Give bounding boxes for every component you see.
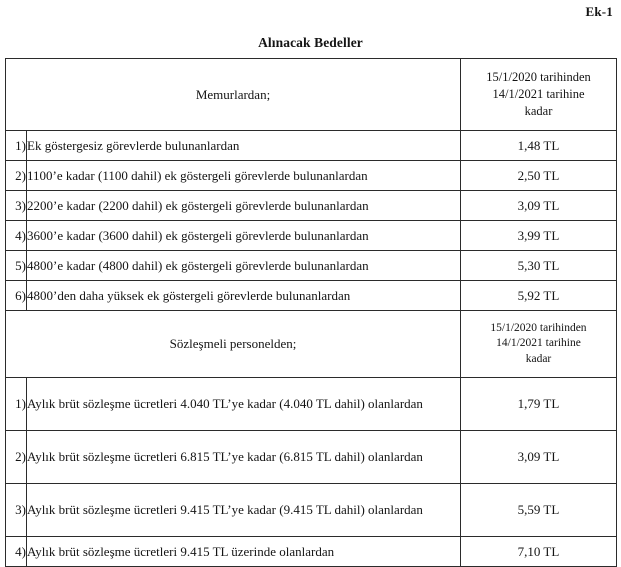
table-row <box>6 251 617 281</box>
row-number: 2) <box>6 431 27 484</box>
document-reference-label: Ek-1 <box>585 4 613 19</box>
date-header-line-3: kadar <box>525 352 552 365</box>
row-value: 1,48 TL <box>461 131 617 161</box>
row-description: 4800’den daha yüksek ek göstergeli görevlerde bulunanlardan <box>27 281 461 311</box>
row-description: Aylık brüt sözleşme ücretleri 6.815 TL’ye kadar (6.815 TL dahil) olanlardan <box>27 431 461 484</box>
table-row <box>6 161 617 191</box>
row-description: 1100’e kadar (1100 dahil) ek göstergeli görevlerde bulunanlardan <box>27 161 461 191</box>
page-title: Alınacak Bedeller <box>258 35 363 50</box>
row-number: 1) <box>6 131 27 161</box>
row-description: Aylık brüt sözleşme ücretleri 9.415 TL’ye kadar (9.415 TL dahil) olanlardan <box>27 484 461 537</box>
section-header-row-contracted <box>6 311 617 378</box>
row-value: 5,30 TL <box>461 251 617 281</box>
date-header-line-2: 14/1/2021 tarihine <box>492 87 585 102</box>
date-header-line-2: 14/1/2021 tarihine <box>496 337 581 350</box>
row-value: 3,99 TL <box>461 221 617 251</box>
row-number: 4) <box>6 221 27 251</box>
row-value: 7,10 TL <box>461 537 617 567</box>
table-row <box>6 484 617 537</box>
row-description: Aylık brüt sözleşme ücretleri 9.415 TL üzerinde olanlardan <box>27 537 461 567</box>
row-number: 5) <box>6 251 27 281</box>
row-description: 2200’e kadar (2200 dahil) ek göstergeli görevlerde bulunanlardan <box>27 191 461 221</box>
section-title-contracted: Sözleşmeli personelden; <box>6 311 461 378</box>
section-title-officials: Memurlardan; <box>6 59 461 131</box>
date-header-line-1: 15/1/2020 tarihinden <box>486 70 591 85</box>
row-number: 1) <box>6 378 27 431</box>
section-header-row-officials <box>6 59 617 131</box>
row-number: 6) <box>6 281 27 311</box>
table-row <box>6 281 617 311</box>
value-column-header-officials <box>461 59 617 131</box>
row-number: 4) <box>6 537 27 567</box>
table-row <box>6 131 617 161</box>
row-description: Aylık brüt sözleşme ücretleri 4.040 TL’ye kadar (4.040 TL dahil) olanlardan <box>27 378 461 431</box>
table-row <box>6 537 617 567</box>
row-description: Ek göstergesiz görevlerde bulunanlardan <box>27 131 461 161</box>
row-description: 4800’e kadar (4800 dahil) ek göstergeli görevlerde bulunanlardan <box>27 251 461 281</box>
fees-table <box>5 58 617 567</box>
row-value: 5,92 TL <box>461 281 617 311</box>
row-value: 2,50 TL <box>461 161 617 191</box>
row-number: 2) <box>6 161 27 191</box>
date-header-line-3: kadar <box>524 103 553 118</box>
date-header-line-1: 15/1/2020 tarihinden <box>490 322 587 335</box>
row-value: 3,09 TL <box>461 431 617 484</box>
row-value: 3,09 TL <box>461 191 617 221</box>
table-row <box>6 431 617 484</box>
row-value: 5,59 TL <box>461 484 617 537</box>
row-value: 1,79 TL <box>461 378 617 431</box>
table-row <box>6 221 617 251</box>
value-column-header-contracted <box>461 311 617 378</box>
row-description: 3600’e kadar (3600 dahil) ek göstergeli görevlerde bulunanlardan <box>27 221 461 251</box>
row-number: 3) <box>6 484 27 537</box>
table-row <box>6 191 617 221</box>
table-row <box>6 378 617 431</box>
row-number: 3) <box>6 191 27 221</box>
